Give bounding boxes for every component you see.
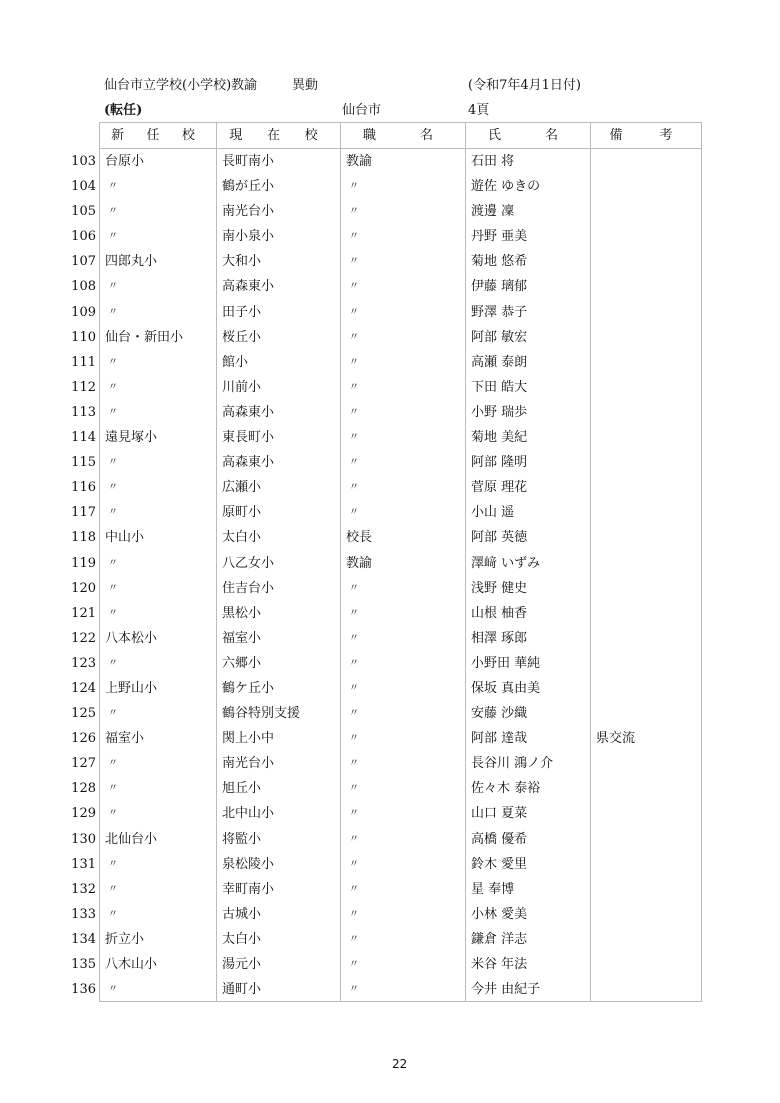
cell-new-school: 〃 bbox=[100, 475, 217, 500]
cell-current-school: 高森東小 bbox=[217, 450, 341, 475]
cell-name: 小野田 華純 bbox=[466, 651, 591, 676]
row-number: 104 bbox=[71, 179, 96, 195]
row-number: 113 bbox=[71, 404, 96, 420]
document-kind: 異動 bbox=[292, 78, 319, 93]
column-header-char: 名 bbox=[544, 128, 558, 143]
table-row bbox=[71, 676, 702, 701]
table-row bbox=[71, 274, 702, 299]
row-number: 123 bbox=[71, 655, 96, 671]
cell-position: 〃 bbox=[341, 325, 466, 350]
cell-new-school: 遠見塚小 bbox=[100, 425, 217, 450]
cell-position: 〃 bbox=[341, 350, 466, 375]
column-header-char: 在 bbox=[266, 128, 280, 143]
cell-name: 保坂 真由美 bbox=[466, 676, 591, 701]
column-header-char: 校 bbox=[304, 128, 318, 143]
cell-remarks bbox=[591, 877, 702, 902]
cell-remarks bbox=[591, 977, 702, 1002]
cell-position: 〃 bbox=[341, 902, 466, 927]
cell-current-school: 東長町小 bbox=[217, 425, 341, 450]
cell-new-school: 〃 bbox=[100, 500, 217, 525]
row-number: 131 bbox=[71, 856, 96, 872]
cell-current-school: 長町南小 bbox=[217, 149, 341, 174]
cell-remarks bbox=[591, 450, 702, 475]
cell-position: 〃 bbox=[341, 274, 466, 299]
table-header bbox=[100, 123, 702, 149]
cell-current-school: 南光台小 bbox=[217, 199, 341, 224]
page-ref: 4頁 bbox=[468, 103, 490, 118]
column-header-remarks bbox=[591, 123, 702, 148]
table-row bbox=[71, 701, 702, 726]
cell-new-school: 〃 bbox=[100, 300, 217, 325]
cell-remarks bbox=[591, 852, 702, 877]
cell-name: 高橋 優希 bbox=[466, 827, 591, 852]
column-header-char: 現 bbox=[229, 128, 243, 143]
cell-position: 〃 bbox=[341, 626, 466, 651]
cell-name: 菊地 悠希 bbox=[466, 249, 591, 274]
table-row bbox=[71, 827, 702, 852]
cell-current-school: 田子小 bbox=[217, 300, 341, 325]
column-header-char: 備 bbox=[609, 128, 623, 143]
table-row bbox=[71, 149, 702, 174]
table-row bbox=[71, 525, 702, 550]
table-row bbox=[71, 475, 702, 500]
cell-remarks bbox=[591, 300, 702, 325]
table-row bbox=[71, 877, 702, 902]
cell-name: 菊地 美紀 bbox=[466, 425, 591, 450]
table-row bbox=[71, 375, 702, 400]
cell-new-school: 福室小 bbox=[100, 726, 217, 751]
cell-name: 丹野 亜美 bbox=[466, 224, 591, 249]
row-number: 109 bbox=[71, 304, 96, 320]
cell-name: 遊佐 ゆきの bbox=[466, 174, 591, 199]
cell-remarks bbox=[591, 500, 702, 525]
cell-remarks bbox=[591, 375, 702, 400]
table-row bbox=[71, 626, 702, 651]
cell-current-school: 高森東小 bbox=[217, 400, 341, 425]
cell-new-school: 〃 bbox=[100, 601, 217, 626]
row-number: 118 bbox=[71, 530, 96, 546]
table-row bbox=[71, 902, 702, 927]
cell-remarks bbox=[591, 927, 702, 952]
column-header-char: 名 bbox=[419, 128, 433, 143]
cell-remarks bbox=[591, 651, 702, 676]
cell-remarks bbox=[591, 224, 702, 249]
cell-position: 〃 bbox=[341, 676, 466, 701]
cell-position: 〃 bbox=[341, 726, 466, 751]
cell-current-school: 六郷小 bbox=[217, 651, 341, 676]
cell-new-school: 〃 bbox=[100, 400, 217, 425]
cell-current-school: 古城小 bbox=[217, 902, 341, 927]
column-header-char: 職 bbox=[362, 128, 376, 143]
cell-current-school: 八乙女小 bbox=[217, 551, 341, 576]
cell-remarks bbox=[591, 776, 702, 801]
cell-new-school: 四郎丸小 bbox=[100, 249, 217, 274]
cell-remarks bbox=[591, 475, 702, 500]
cell-name: 高瀬 泰朗 bbox=[466, 350, 591, 375]
table-row bbox=[71, 450, 702, 475]
cell-current-school: 湯元小 bbox=[217, 952, 341, 977]
table-row bbox=[71, 425, 702, 450]
cell-remarks bbox=[591, 274, 702, 299]
cell-name: 阿部 隆明 bbox=[466, 450, 591, 475]
table-row bbox=[71, 977, 702, 1002]
cell-name: 澤﨑 いずみ bbox=[466, 551, 591, 576]
cell-current-school: 幸町南小 bbox=[217, 877, 341, 902]
table-row bbox=[71, 174, 702, 199]
row-number: 112 bbox=[71, 379, 96, 395]
cell-remarks bbox=[591, 676, 702, 701]
row-number: 121 bbox=[71, 605, 96, 621]
table-row bbox=[71, 325, 702, 350]
row-number: 105 bbox=[71, 204, 96, 220]
cell-new-school: 仙台・新田小 bbox=[100, 325, 217, 350]
cell-position: 〃 bbox=[341, 300, 466, 325]
cell-current-school: 通町小 bbox=[217, 977, 341, 1002]
cell-name: 長谷川 鴻ノ介 bbox=[466, 751, 591, 776]
column-header-char: 新 bbox=[111, 128, 125, 143]
cell-position: 〃 bbox=[341, 751, 466, 776]
table-row bbox=[71, 726, 702, 751]
table-row bbox=[71, 400, 702, 425]
table-row bbox=[71, 249, 702, 274]
row-number: 106 bbox=[71, 229, 96, 245]
cell-remarks bbox=[591, 576, 702, 601]
table-row bbox=[71, 300, 702, 325]
effective-date: (令和7年4月1日付) bbox=[468, 78, 581, 93]
cell-name: 佐々木 泰裕 bbox=[466, 776, 591, 801]
row-number: 133 bbox=[71, 906, 96, 922]
cell-position: 〃 bbox=[341, 877, 466, 902]
column-header-name bbox=[466, 123, 591, 148]
cell-remarks: 県交流 bbox=[591, 726, 702, 751]
cell-remarks bbox=[591, 350, 702, 375]
cell-name: 渡邊 凜 bbox=[466, 199, 591, 224]
row-number: 136 bbox=[71, 982, 96, 998]
row-number: 134 bbox=[71, 931, 96, 947]
cell-current-school: 泉松陵小 bbox=[217, 852, 341, 877]
row-number: 127 bbox=[71, 756, 96, 772]
column-header-char: 考 bbox=[659, 128, 673, 143]
cell-name: 小野 瑞歩 bbox=[466, 400, 591, 425]
table-row bbox=[71, 651, 702, 676]
cell-current-school: 高森東小 bbox=[217, 274, 341, 299]
row-number: 119 bbox=[71, 555, 96, 571]
row-number: 122 bbox=[71, 630, 96, 646]
table-row bbox=[71, 801, 702, 826]
row-number: 130 bbox=[71, 831, 96, 847]
cell-current-school: 館小 bbox=[217, 350, 341, 375]
cell-remarks bbox=[591, 551, 702, 576]
cell-position: 教諭 bbox=[341, 149, 466, 174]
cell-new-school: 〃 bbox=[100, 450, 217, 475]
cell-new-school: 〃 bbox=[100, 274, 217, 299]
row-number: 132 bbox=[71, 881, 96, 897]
cell-new-school: 折立小 bbox=[100, 927, 217, 952]
cell-remarks bbox=[591, 249, 702, 274]
row-number: 126 bbox=[71, 731, 96, 747]
cell-new-school: 〃 bbox=[100, 776, 217, 801]
cell-current-school: 鶴が丘小 bbox=[217, 174, 341, 199]
cell-current-school: 川前小 bbox=[217, 375, 341, 400]
document-title: 仙台市立学校(小学校)教諭 bbox=[104, 78, 258, 93]
cell-name: 阿部 達哉 bbox=[466, 726, 591, 751]
cell-position: 〃 bbox=[341, 952, 466, 977]
cell-new-school: 〃 bbox=[100, 350, 217, 375]
transfer-table bbox=[71, 122, 702, 1002]
cell-position: 校長 bbox=[341, 525, 466, 550]
cell-current-school: 桜丘小 bbox=[217, 325, 341, 350]
cell-position: 〃 bbox=[341, 776, 466, 801]
cell-position: 〃 bbox=[341, 651, 466, 676]
cell-position: 〃 bbox=[341, 375, 466, 400]
table-row bbox=[71, 927, 702, 952]
cell-position: 教諭 bbox=[341, 551, 466, 576]
cell-name: 星 奉博 bbox=[466, 877, 591, 902]
table-row bbox=[71, 350, 702, 375]
table-row bbox=[71, 551, 702, 576]
row-number: 124 bbox=[71, 680, 96, 696]
row-number: 108 bbox=[71, 279, 96, 295]
cell-new-school: 〃 bbox=[100, 651, 217, 676]
cell-name: 野澤 恭子 bbox=[466, 300, 591, 325]
cell-remarks bbox=[591, 149, 702, 174]
row-number: 114 bbox=[71, 430, 96, 446]
cell-current-school: 黒松小 bbox=[217, 601, 341, 626]
row-number: 125 bbox=[71, 706, 96, 722]
cell-position: 〃 bbox=[341, 425, 466, 450]
cell-name: 下田 皓大 bbox=[466, 375, 591, 400]
cell-name: 安藤 沙織 bbox=[466, 701, 591, 726]
cell-new-school: 〃 bbox=[100, 224, 217, 249]
cell-name: 鎌倉 洋志 bbox=[466, 927, 591, 952]
row-number: 116 bbox=[71, 480, 96, 496]
column-header-char: 校 bbox=[181, 128, 195, 143]
cell-current-school: 太白小 bbox=[217, 927, 341, 952]
cell-new-school: 〃 bbox=[100, 977, 217, 1002]
cell-remarks bbox=[591, 199, 702, 224]
column-header-position bbox=[341, 123, 466, 148]
cell-position: 〃 bbox=[341, 475, 466, 500]
cell-new-school: 〃 bbox=[100, 902, 217, 927]
cell-current-school: 鶴谷特別支援 bbox=[217, 701, 341, 726]
table-row bbox=[71, 576, 702, 601]
cell-position: 〃 bbox=[341, 174, 466, 199]
cell-name: 阿部 敏宏 bbox=[466, 325, 591, 350]
cell-current-school: 北中山小 bbox=[217, 801, 341, 826]
cell-name: 浅野 健史 bbox=[466, 576, 591, 601]
cell-current-school: 福室小 bbox=[217, 626, 341, 651]
cell-remarks bbox=[591, 626, 702, 651]
cell-new-school: 〃 bbox=[100, 701, 217, 726]
cell-position: 〃 bbox=[341, 249, 466, 274]
cell-remarks bbox=[591, 701, 702, 726]
cell-new-school: 〃 bbox=[100, 551, 217, 576]
cell-name: 伊藤 璃郁 bbox=[466, 274, 591, 299]
column-header-current-school bbox=[217, 123, 341, 148]
row-number: 115 bbox=[71, 455, 96, 471]
cell-position: 〃 bbox=[341, 927, 466, 952]
cell-remarks bbox=[591, 751, 702, 776]
cell-position: 〃 bbox=[341, 827, 466, 852]
cell-remarks bbox=[591, 400, 702, 425]
cell-position: 〃 bbox=[341, 601, 466, 626]
cell-current-school: 南小泉小 bbox=[217, 224, 341, 249]
cell-name: 今井 由紀子 bbox=[466, 977, 591, 1002]
page-number: 22 bbox=[392, 1057, 408, 1071]
cell-new-school: 北仙台小 bbox=[100, 827, 217, 852]
cell-remarks bbox=[591, 525, 702, 550]
row-number: 117 bbox=[71, 505, 96, 521]
row-number: 110 bbox=[71, 329, 96, 345]
column-header-char: 任 bbox=[146, 128, 160, 143]
cell-current-school: 将監小 bbox=[217, 827, 341, 852]
cell-name: 菅原 理花 bbox=[466, 475, 591, 500]
table-row bbox=[71, 751, 702, 776]
cell-remarks bbox=[591, 827, 702, 852]
cell-name: 山口 夏菜 bbox=[466, 801, 591, 826]
table-row bbox=[71, 224, 702, 249]
table-row bbox=[71, 199, 702, 224]
cell-current-school: 原町小 bbox=[217, 500, 341, 525]
cell-new-school: 台原小 bbox=[100, 149, 217, 174]
cell-position: 〃 bbox=[341, 500, 466, 525]
cell-remarks bbox=[591, 174, 702, 199]
cell-position: 〃 bbox=[341, 224, 466, 249]
cell-remarks bbox=[591, 801, 702, 826]
table-row bbox=[71, 601, 702, 626]
cell-current-school: 鶴ケ丘小 bbox=[217, 676, 341, 701]
cell-position: 〃 bbox=[341, 977, 466, 1002]
row-number: 128 bbox=[71, 781, 96, 797]
cell-name: 米谷 年法 bbox=[466, 952, 591, 977]
table-row bbox=[71, 776, 702, 801]
cell-position: 〃 bbox=[341, 199, 466, 224]
row-number: 107 bbox=[71, 254, 96, 270]
cell-new-school: 〃 bbox=[100, 801, 217, 826]
cell-current-school: 住吉台小 bbox=[217, 576, 341, 601]
cell-name: 阿部 英徳 bbox=[466, 525, 591, 550]
cell-current-school: 大和小 bbox=[217, 249, 341, 274]
cell-current-school: 太白小 bbox=[217, 525, 341, 550]
row-number: 103 bbox=[71, 154, 96, 169]
row-number: 111 bbox=[71, 354, 96, 370]
row-number: 135 bbox=[71, 957, 96, 972]
cell-name: 石田 将 bbox=[466, 149, 591, 174]
cell-name: 鈴木 愛里 bbox=[466, 852, 591, 877]
cell-remarks bbox=[591, 325, 702, 350]
section-label: (転任) bbox=[104, 103, 143, 118]
cell-new-school: 八木山小 bbox=[100, 952, 217, 977]
cell-new-school: 〃 bbox=[100, 576, 217, 601]
cell-position: 〃 bbox=[341, 576, 466, 601]
cell-current-school: 関上小中 bbox=[217, 726, 341, 751]
table-row bbox=[71, 952, 702, 977]
table-row bbox=[71, 852, 702, 877]
cell-new-school: 〃 bbox=[100, 877, 217, 902]
cell-new-school: 〃 bbox=[100, 174, 217, 199]
row-number: 129 bbox=[71, 806, 96, 822]
cell-new-school: 八本松小 bbox=[100, 626, 217, 651]
cell-new-school: 上野山小 bbox=[100, 676, 217, 701]
cell-position: 〃 bbox=[341, 852, 466, 877]
cell-current-school: 広瀬小 bbox=[217, 475, 341, 500]
row-number: 120 bbox=[71, 580, 96, 596]
cell-new-school: 〃 bbox=[100, 375, 217, 400]
cell-position: 〃 bbox=[341, 801, 466, 826]
cell-remarks bbox=[591, 902, 702, 927]
cell-remarks bbox=[591, 425, 702, 450]
cell-new-school: 〃 bbox=[100, 751, 217, 776]
column-header-new-school bbox=[100, 123, 217, 148]
cell-current-school: 旭丘小 bbox=[217, 776, 341, 801]
table-row bbox=[71, 500, 702, 525]
cell-name: 小山 遥 bbox=[466, 500, 591, 525]
cell-new-school: 中山小 bbox=[100, 525, 217, 550]
cell-position: 〃 bbox=[341, 400, 466, 425]
cell-current-school: 南光台小 bbox=[217, 751, 341, 776]
cell-name: 小林 愛美 bbox=[466, 902, 591, 927]
cell-name: 山根 柚香 bbox=[466, 601, 591, 626]
column-header-char: 氏 bbox=[487, 128, 501, 143]
cell-new-school: 〃 bbox=[100, 199, 217, 224]
cell-remarks bbox=[591, 952, 702, 977]
cell-remarks bbox=[591, 601, 702, 626]
cell-name: 相澤 琢郎 bbox=[466, 626, 591, 651]
city-label: 仙台市 bbox=[342, 103, 382, 118]
cell-position: 〃 bbox=[341, 450, 466, 475]
cell-position: 〃 bbox=[341, 701, 466, 726]
cell-new-school: 〃 bbox=[100, 852, 217, 877]
